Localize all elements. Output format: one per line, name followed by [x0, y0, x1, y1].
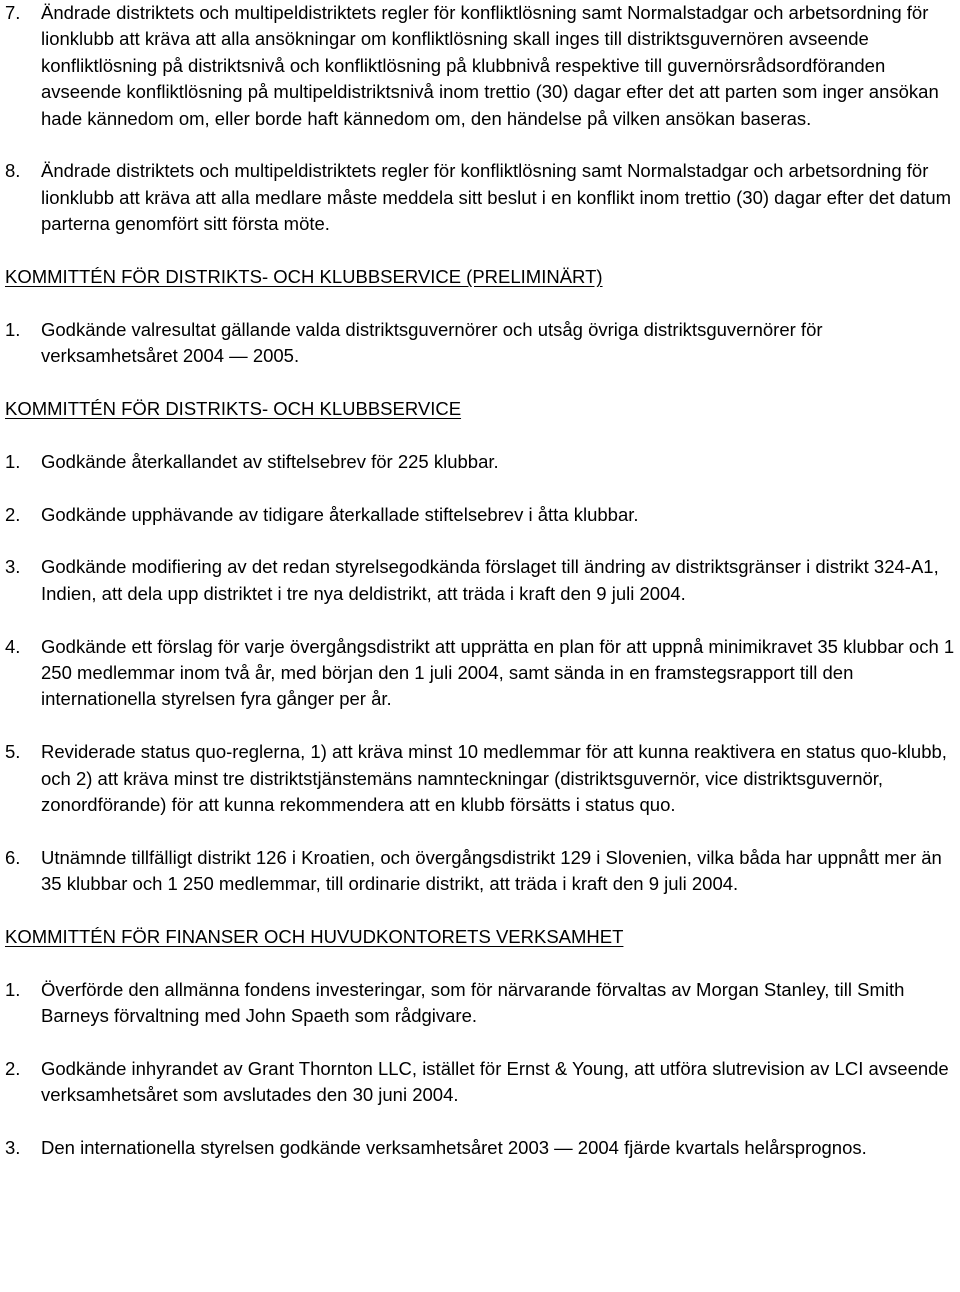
item-number: 7. — [5, 2, 21, 23]
item-text: Den internationella styrelsen godkände verksamhetsåret 2003 — 2004 fjärde kvartals helårsprognos. — [41, 1137, 867, 1159]
list-item — [5, 449, 960, 475]
section-heading: KOMMITTÉN FÖR FINANSER OCH HUVUDKONTORETS VERKSAMHET — [5, 926, 624, 948]
section-heading: KOMMITTÉN FÖR DISTRIKTS- OCH KLUBBSERVICE (PRELIMINÄRT) — [5, 266, 603, 288]
item-number: 6. — [5, 846, 21, 868]
list-item — [5, 634, 960, 713]
item-number: 1. — [5, 978, 21, 1000]
item-text: Utnämnde tillfälligt distrikt 126 i Kroatien, och övergångsdistrikt 129 i Slovenien, vilka båda har uppnått mer än 35 klubbar och 1 250 medlemmar, till ordinarie distrikt, att träda i kraft den 9 juli 2004. — [41, 846, 942, 895]
list-item — [5, 158, 960, 237]
item-text: Godkände ett förslag för varje övergångsdistrikt att upprätta en plan för att uppnå minimikravet 35 klubbar och 1 250 medlemmar inom två år, med början den 1 juli 2004, samt sända in en framstegsrapport till den internationella styrelsen fyra gånger per år. — [41, 635, 955, 710]
item-text: Godkände valresultat gällande valda distriktsguvernörer och utsåg övriga distriktsguvernörer för verksamhetsåret 2004 — 2005. — [41, 318, 823, 367]
list-item — [5, 845, 960, 898]
section-heading: KOMMITTÉN FÖR DISTRIKTS- OCH KLUBBSERVICE — [5, 398, 462, 420]
document-page — [5, 0, 960, 1162]
list-item — [5, 317, 960, 370]
item-number: 3. — [5, 1137, 21, 1159]
item-number: 5. — [5, 741, 21, 763]
item-text: Godkände modifiering av det redan styrelsegodkända förslaget till ändring av distriktsgränser i distrikt 324-A1, Indien, att dela upp distriktet i tre nya deldistrikt, att träda i kraft den 9 juli 2004. — [41, 556, 939, 604]
item-number: 4. — [5, 635, 21, 657]
item-number: 1. — [5, 318, 21, 340]
item-text: Ändrade distriktets och multipeldistriktets regler för konfliktlösning samt Normalstadgar och arbetsordning för lionklubb att kräva att alla ansökningar om konfliktlösning skall inges till distriktsguvernören avseende konfliktlösning på distriktsnivå och konfliktlösning på klubbnivå respektive till guvernörsrådsordföranden avseende konfliktlösning på multipeldistriktsnivå inom trettio (30) dagar efter det att parten som inger ansökan hade kännedom om, eller borde haft kännedom om, den händelse på vilken ansökan baseras. — [41, 2, 939, 129]
item-text: Överförde den allmänna fondens investeringar, som för närvarande förvaltas av Morgan Stanley, till Smith Barneys förvaltning med John Spaeth som rådgivare. — [41, 978, 905, 1027]
list-item — [5, 739, 960, 818]
item-number: 8. — [5, 160, 21, 182]
list-item — [5, 1056, 960, 1109]
item-text: Godkände inhyrandet av Grant Thornton LLC, istället för Ernst & Young, att utföra slutrevision av LCI avseende verksamhetsåret som avslutades den 30 juni 2004. — [41, 1058, 949, 1106]
list-item — [5, 0, 960, 132]
list-item — [5, 502, 960, 528]
list-item — [5, 554, 960, 607]
item-text: Godkände återkallandet av stiftelsebrev för 225 klubbar. — [41, 450, 499, 472]
item-number: 2. — [5, 503, 21, 525]
item-text: Reviderade status quo-reglerna, 1) att kräva minst 10 medlemmar för att kunna reaktivera en status quo-klubb, och 2) att kräva minst tre distriktstjänstemäns namnteckningar (distriktsguvernör, vice distriktsguvernör, zonordförande) för att kunna rekommendera att en klubb försätts i status quo. — [41, 741, 947, 816]
item-number: 1. — [5, 450, 21, 472]
list-item — [5, 1135, 960, 1161]
item-number: 3. — [5, 556, 21, 578]
item-number: 2. — [5, 1058, 21, 1080]
item-text: Ändrade distriktets och multipeldistriktets regler för konfliktlösning samt Normalstadgar och arbetsordning för lionklubb att kräva att alla medlare måste meddela sitt beslut i en konflikt inom trettio (30) dagar efter det datum parterna genomfört sitt första möte. — [41, 160, 952, 235]
item-text: Godkände upphävande av tidigare återkallade stiftelsebrev i åtta klubbar. — [41, 503, 639, 525]
list-item — [5, 977, 960, 1030]
